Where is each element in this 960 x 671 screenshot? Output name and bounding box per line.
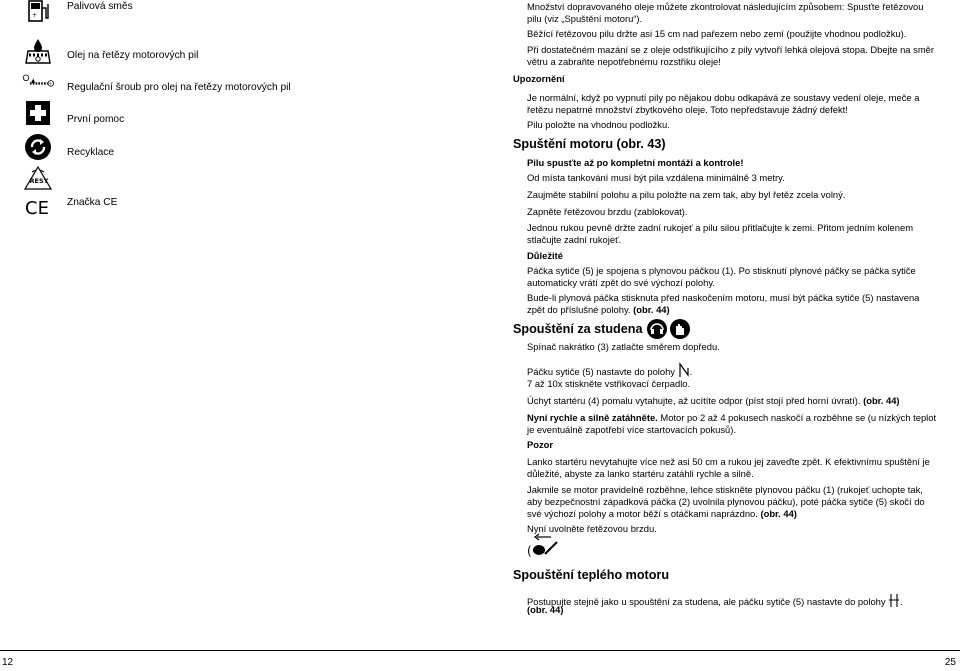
paragraph: automaticky vrátí zpět do své výchozí polohy. — [527, 277, 715, 288]
cold-start-icons — [647, 318, 691, 340]
resy-text: RESY — [29, 177, 49, 185]
paragraph — [527, 508, 797, 520]
section-heading-cold-start: Spouštění za studena — [513, 322, 643, 336]
chain-oil-adjust-icon — [22, 72, 54, 90]
section-heading-start: Spuštění motoru (obr. 43) — [513, 137, 666, 151]
paragraph: 7 až 10x stiskněte vstřikovací čerpadlo. — [527, 378, 691, 389]
paragraph: pilu (viz „Spuštění motoru“). — [527, 13, 643, 24]
paragraph: Množství dopravovaného oleje můžete zkontrolovat následujícím způsobem: Spusťte řetězovou — [527, 1, 924, 12]
paragraph: Nyní uvolněte řetězovou brzdu. — [527, 523, 657, 534]
paragraph: Od místa tankování musí být pila vzdálena minimálně 3 metry. — [527, 172, 785, 183]
paragraph-text: . — [900, 596, 903, 607]
paragraph: Bude-li plynová páčka stisknuta před naskočením motoru, musí být páčka sytiče (5) nastavena — [527, 292, 920, 303]
paragraph: důležité, abyste za lanko startéru zatáhli rychle a silně. — [527, 468, 754, 479]
ce-text: CE — [25, 198, 49, 216]
paragraph: Páčka sytiče (5) je spojena s plynovou páčkou (1). Po stisknutí plynové páčky se páčka sytiče — [527, 265, 916, 276]
fuel-mixture-icon — [22, 0, 54, 24]
svg-text:+: + — [48, 81, 53, 86]
figure-ref: (obr. 44) — [863, 395, 900, 406]
page-number-left: 12 — [2, 657, 14, 668]
paragraph: je eventuálně zapotřebí více startovacích pokusů). — [527, 424, 736, 435]
chain-brake-release-icon — [527, 533, 563, 559]
important-heading: Důležité — [527, 250, 563, 261]
paragraph: Pilu spusťte až po kompletní montáži a kontrole! — [527, 157, 744, 168]
warning-heading: Upozornění — [513, 73, 565, 84]
paragraph — [527, 362, 692, 378]
legend-label: Regulační šroub pro olej na řetězy motorových pil — [67, 82, 291, 93]
paragraph: Jakmile se motor pravidelně rozběhne, lehce stiskněte plynovou páčku (1) (rukojeť uchopte tak, — [527, 484, 923, 495]
figure-ref: (obr. 44) — [760, 508, 797, 519]
figure-ref: (obr. 44) — [527, 604, 564, 615]
paragraph — [527, 395, 900, 407]
svg-text:(: ( — [527, 544, 532, 558]
paragraph: Běžící řetězovou pilu držte asi 15 cm nad pařezem nebo zemí (použijte vhodnou podložku). — [527, 28, 907, 39]
paragraph-text: Postupujte stejně jako u spouštění za studena, ale páčku sytiče (5) nastavte do polohy — [527, 596, 886, 607]
paragraph: Je normální, když po vypnutí pily po nějakou dobu odkapává ze soustavy vedení oleje, meče a — [527, 92, 920, 103]
legend-label: Recyklace — [67, 147, 114, 158]
page-number-right: 25 — [944, 657, 956, 668]
paragraph: Pilu položte na vhodnou podložku. — [527, 119, 670, 130]
legend-label: Značka CE — [67, 197, 118, 208]
paragraph: Spínač nakrátko (3) zatlačte směrem dopředu. — [527, 341, 720, 352]
paragraph-text: . — [689, 366, 693, 377]
paragraph: stlačujte zadní rukojeť. — [527, 234, 622, 245]
paragraph — [527, 304, 670, 316]
paragraph: Lanko startéru nevytahujte více než asi 50 cm a rukou jej zaveďte zpět. K efektivnímu spuštění je — [527, 456, 930, 467]
recycling-icon — [22, 132, 54, 162]
paragraph — [527, 592, 903, 608]
gloves-icon — [670, 319, 690, 339]
paragraph — [527, 412, 936, 424]
choke-open-icon — [888, 592, 900, 608]
section-heading-warm-start: Spouštění teplého motoru — [513, 568, 670, 582]
paragraph-text: Úchyt startéru (4) pomalu vytahujte, až ucítíte odpor (píst stojí před horní úvratí). — [527, 395, 861, 406]
chain-oil-icon — [22, 37, 54, 67]
paragraph: aby bezpečnostní západková páčka (2) uvolnila plynovou páčku), poté páčka sytiče (5) skočí do — [527, 496, 925, 507]
paragraph: větru a zabraňte nepotřebnému rozstřiku oleje! — [527, 56, 721, 67]
legend-label: Olej na řetězy motorových pil — [67, 50, 199, 61]
figure-ref: (obr. 44) — [633, 304, 670, 315]
legend-label: Palivová směs — [67, 1, 133, 12]
svg-text:+: + — [32, 12, 38, 19]
paragraph-text: své výchozí polohy a motor běží s otáčkami naprázdno. — [527, 508, 758, 519]
paragraph-text: zpět do příslušné polohy. — [527, 304, 631, 315]
legend-label: První pomoc — [67, 114, 125, 125]
caution-heading: Pozor — [527, 439, 554, 450]
footer-rule — [0, 650, 960, 651]
resy-icon — [22, 166, 54, 190]
paragraph: Zapněte řetězovou brzdu (zablokovat). — [527, 206, 688, 217]
paragraph-text: Motor po 2 až 4 pokusech naskočí a rozběhne se (u nízkých teplot — [660, 412, 937, 423]
ce-mark-icon — [22, 198, 54, 216]
first-aid-icon — [22, 100, 54, 126]
emphasis: Nyní rychle a silně zatáhněte. — [527, 412, 658, 423]
svg-text:-: - — [24, 75, 26, 81]
paragraph: Jednou rukou pevně držte zadní rukojeť a pilu silou přitlačujte k zemi. Přitom jedním kolenem — [527, 222, 914, 233]
paragraph: Při dostatečném mazání se z oleje odstřikujícího z pily vytvoří lehká olejová stopa. Dbejte na směr — [527, 44, 934, 55]
paragraph: Zaujměte stabilní polohu a pilu položte na zem tak, aby byl řetěz zcela volný. — [527, 189, 846, 200]
paragraph: řetězu nepatrné množství zbytkového oleje. Toto nepředstavuje žádný defekt! — [527, 104, 848, 115]
paragraph-text: Páčku sytiče (5) nastavte do polohy — [527, 366, 675, 377]
ear-protection-icon — [647, 319, 667, 339]
choke-closed-icon — [678, 362, 690, 378]
